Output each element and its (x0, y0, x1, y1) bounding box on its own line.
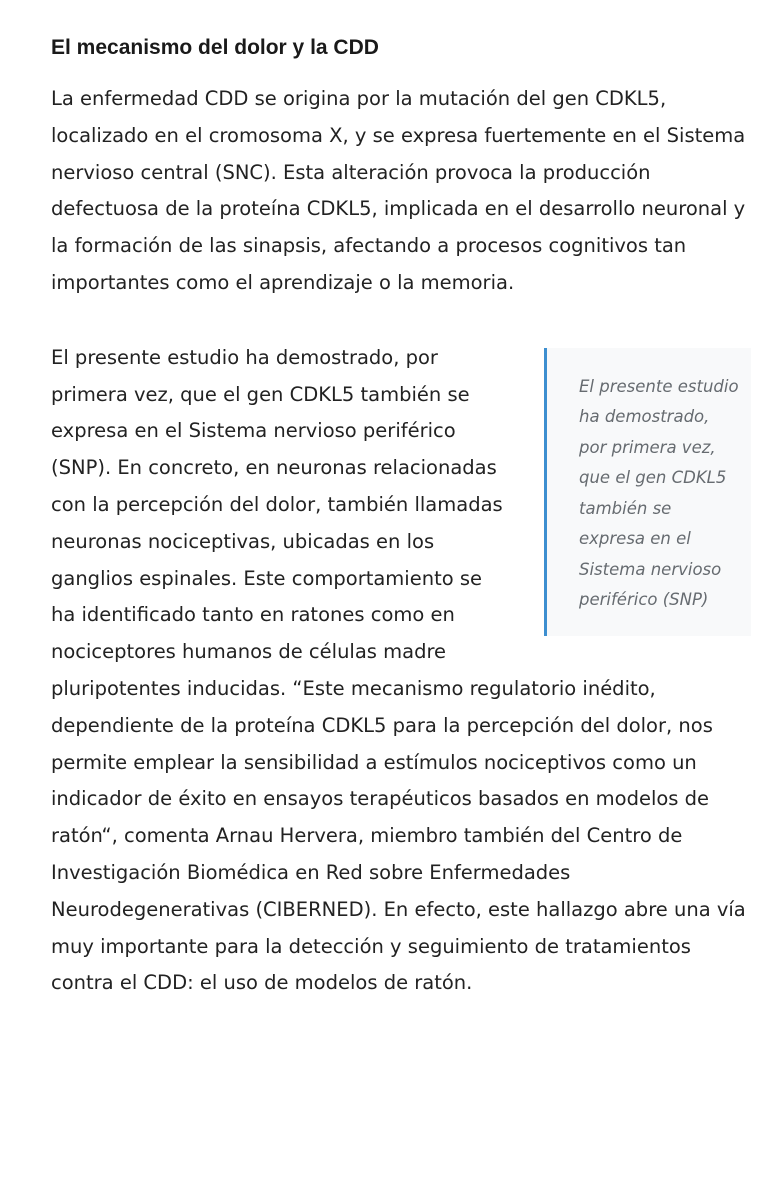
paragraph-study: El presente estudio ha demostrado, por primera vez, que el gen CDKL5 también se expresa en el Sistema nervioso periférico (SNP). En concreto, en neuronas relacionadas con la percepción del dolor, también llamadas neuronas nociceptivas, ubicadas en los ganglios espinales. Este comportamiento se ha identificado tanto en ratones como en nociceptores humanos de células madre pluripotentes inducidas. “Este mecanismo regulatorio inédito, dependiente de la proteína CDKL5 para la percepción del dolor, nos permite emplear la sensibilidad a estímulos nociceptivos como un indicador de éxito en ensayos terapéuticos basados en modelos de ratón“, comenta Arnau Hervera, miembro también del Centro de Investigación Biomédica en Red sobre Enfermedades Neurodegenerativas (CIBERNED). En efecto, este hallazgo abre una vía muy importante para la detección y seguimiento de tratamientos contra el CDD: el uso de modelos de ratón. (51, 345, 746, 995)
pull-quote (544, 348, 751, 636)
pull-quote-text: El presente estudio ha demostrado, por primera vez, que el gen CDKL5 también se expresa en el Sistema nervioso periférico (SNP) (579, 376, 739, 610)
paragraph-study-wrapper (51, 340, 751, 1002)
section-heading: El mecanismo del dolor y la CDD (51, 36, 379, 59)
article-body (51, 30, 751, 1002)
paragraph-intro: La enfermedad CDD se origina por la mutación del gen CDKL5, localizado en el cromosoma X, y se expresa fuertemente en el Sistema nervioso central (SNC). Esta alteración provoca la producción defectuosa de la proteína CDKL5, implicada en el desarrollo neuronal y la formación de las sinapsis, afectando a procesos cognitivos tan importantes como el aprendizaje o la memoria. (51, 87, 746, 294)
